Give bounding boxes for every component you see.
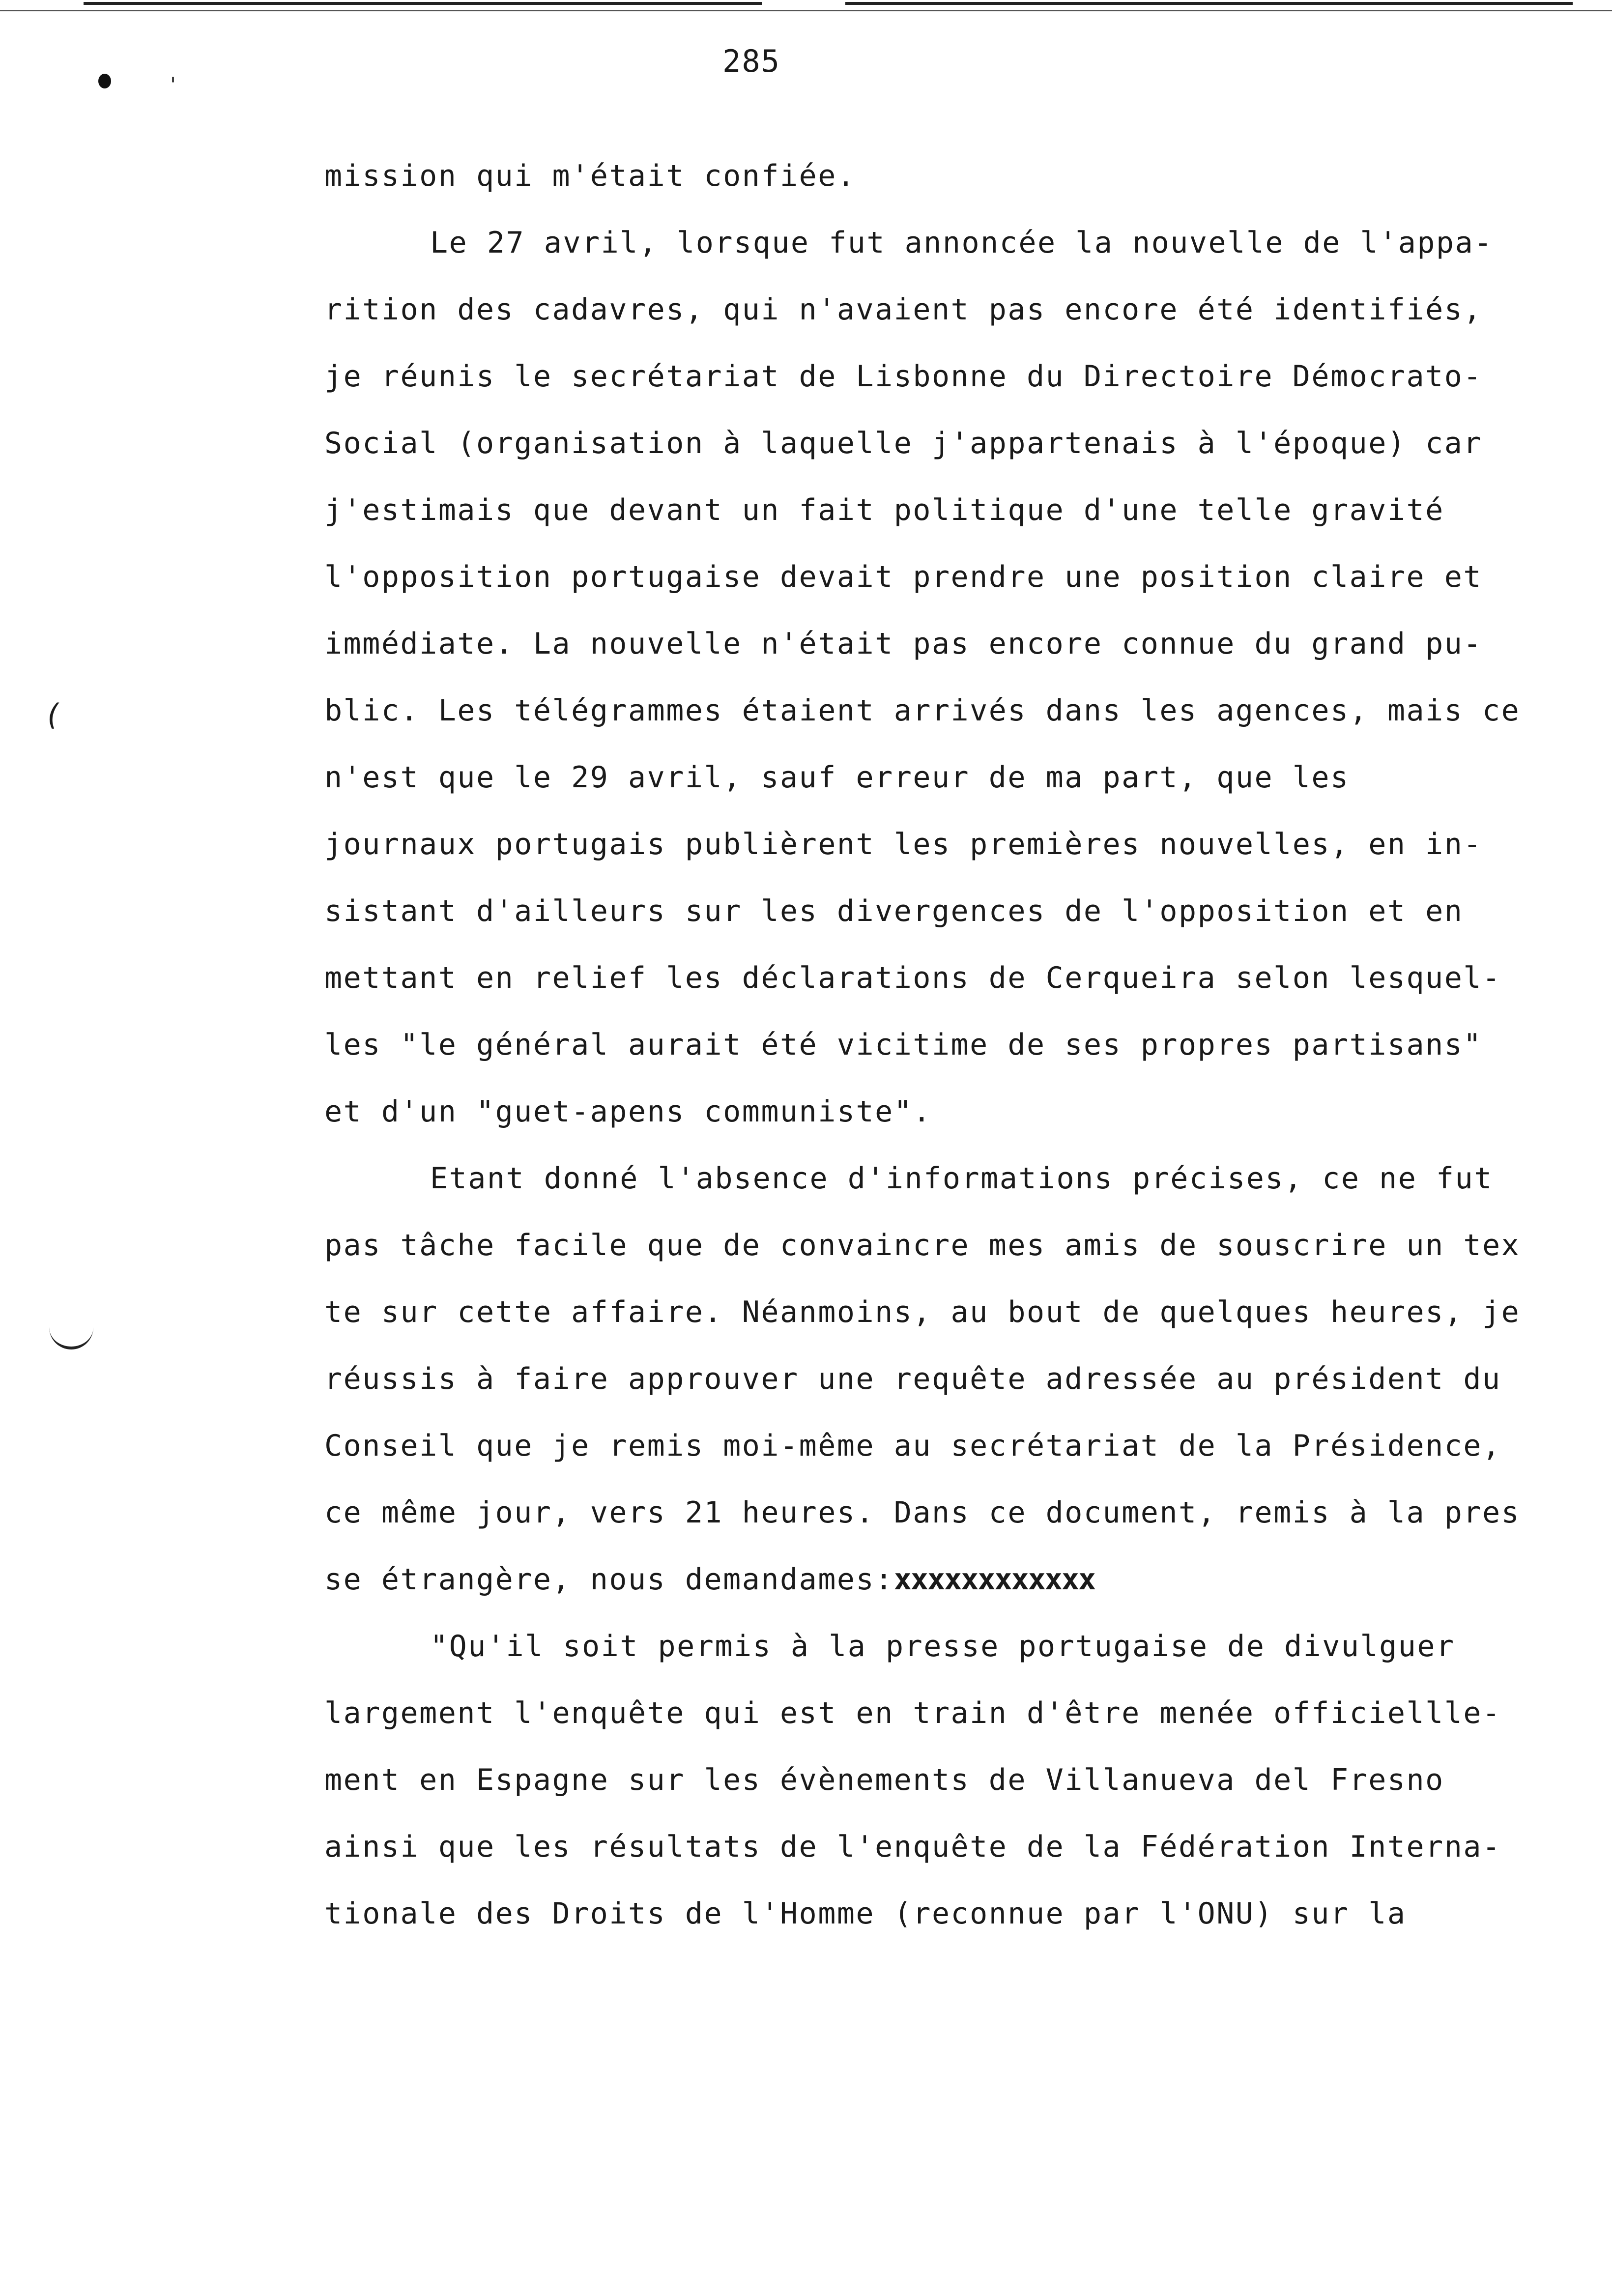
- text-line: n'est que le 29 avril, sauf erreur de ma part, que les: [324, 760, 1350, 795]
- text-line: et d'un "guet-apens communiste".: [324, 1094, 932, 1129]
- text-line-with-strikeout: [324, 1546, 1612, 1613]
- text-line: largement l'enquête qui est en train d'être menée officiellle-: [324, 1696, 1501, 1730]
- scan-edge-line: [0, 10, 1612, 11]
- typed-text-body: [324, 143, 1612, 1947]
- text-line: Conseil que je remis moi-même au secrétariat de la Présidence,: [324, 1429, 1501, 1463]
- margin-pen-mark: (: [44, 698, 62, 732]
- text-line: mission qui m'était confiée.: [324, 159, 856, 193]
- text-line: tionale des Droits de l'Homme (reconnue par l'ONU) sur la: [324, 1896, 1407, 1931]
- text-line: ainsi que les résultats de l'enquête de la Fédération Interna-: [324, 1830, 1501, 1864]
- margin-curve-mark: [49, 1322, 93, 1349]
- top-rule-right: [845, 2, 1573, 5]
- text-line: mettant en relief les déclarations de Cerqueira selon lesquel-: [324, 961, 1501, 995]
- text-line: se étrangère, nous demandames:: [324, 1562, 894, 1597]
- text-line: blic. Les télégrammes étaient arrivés dans les agences, mais ce: [324, 693, 1521, 728]
- top-rule-left: [84, 2, 762, 5]
- text-line: réussis à faire approuver une requête adressée au président du: [324, 1362, 1501, 1396]
- text-line: sistant d'ailleurs sur les divergences de l'opposition et en: [324, 894, 1464, 928]
- text-line: pas tâche facile que de convaincre mes amis de souscrire un tex: [324, 1228, 1521, 1263]
- text-line: te sur cette affaire. Néanmoins, au bout de quelques heures, je: [324, 1295, 1521, 1329]
- text-line: immédiate. La nouvelle n'était pas encore connue du grand pu-: [324, 627, 1483, 661]
- text-line: Le 27 avril, lorsque fut annoncée la nouvelle de l'appa-: [430, 226, 1493, 260]
- ink-tick-mark: ': [167, 74, 179, 96]
- text-line: ment en Espagne sur les évènements de Villanueva del Fresno: [324, 1763, 1444, 1797]
- text-line: Social (organisation à laquelle j'appartenais à l'époque) car: [324, 426, 1483, 460]
- text-line: les "le général aurait été vicitime de ses propres partisans": [324, 1028, 1483, 1062]
- text-line: journaux portugais publièrent les premières nouvelles, en in-: [324, 827, 1483, 861]
- text-line: je réunis le secrétariat de Lisbonne du Directoire Démocrato-: [324, 359, 1483, 394]
- text-line: ce même jour, vers 21 heures. Dans ce document, remis à la pres: [324, 1495, 1521, 1530]
- struck-out-text: xxxxxxxxxxxx: [893, 1562, 1095, 1597]
- ink-dot-mark: [98, 74, 111, 88]
- page-number: 285: [722, 43, 780, 79]
- text-line: j'estimais que devant un fait politique d'une telle gravité: [324, 493, 1444, 527]
- text-line: rition des cadavres, qui n'avaient pas encore été identifiés,: [324, 292, 1483, 327]
- text-line: "Qu'il soit permis à la presse portugaise de divulguer: [430, 1629, 1455, 1664]
- text-line: l'opposition portugaise devait prendre une position claire et: [324, 560, 1483, 594]
- text-line: Etant donné l'absence d'informations précises, ce ne fut: [430, 1161, 1493, 1196]
